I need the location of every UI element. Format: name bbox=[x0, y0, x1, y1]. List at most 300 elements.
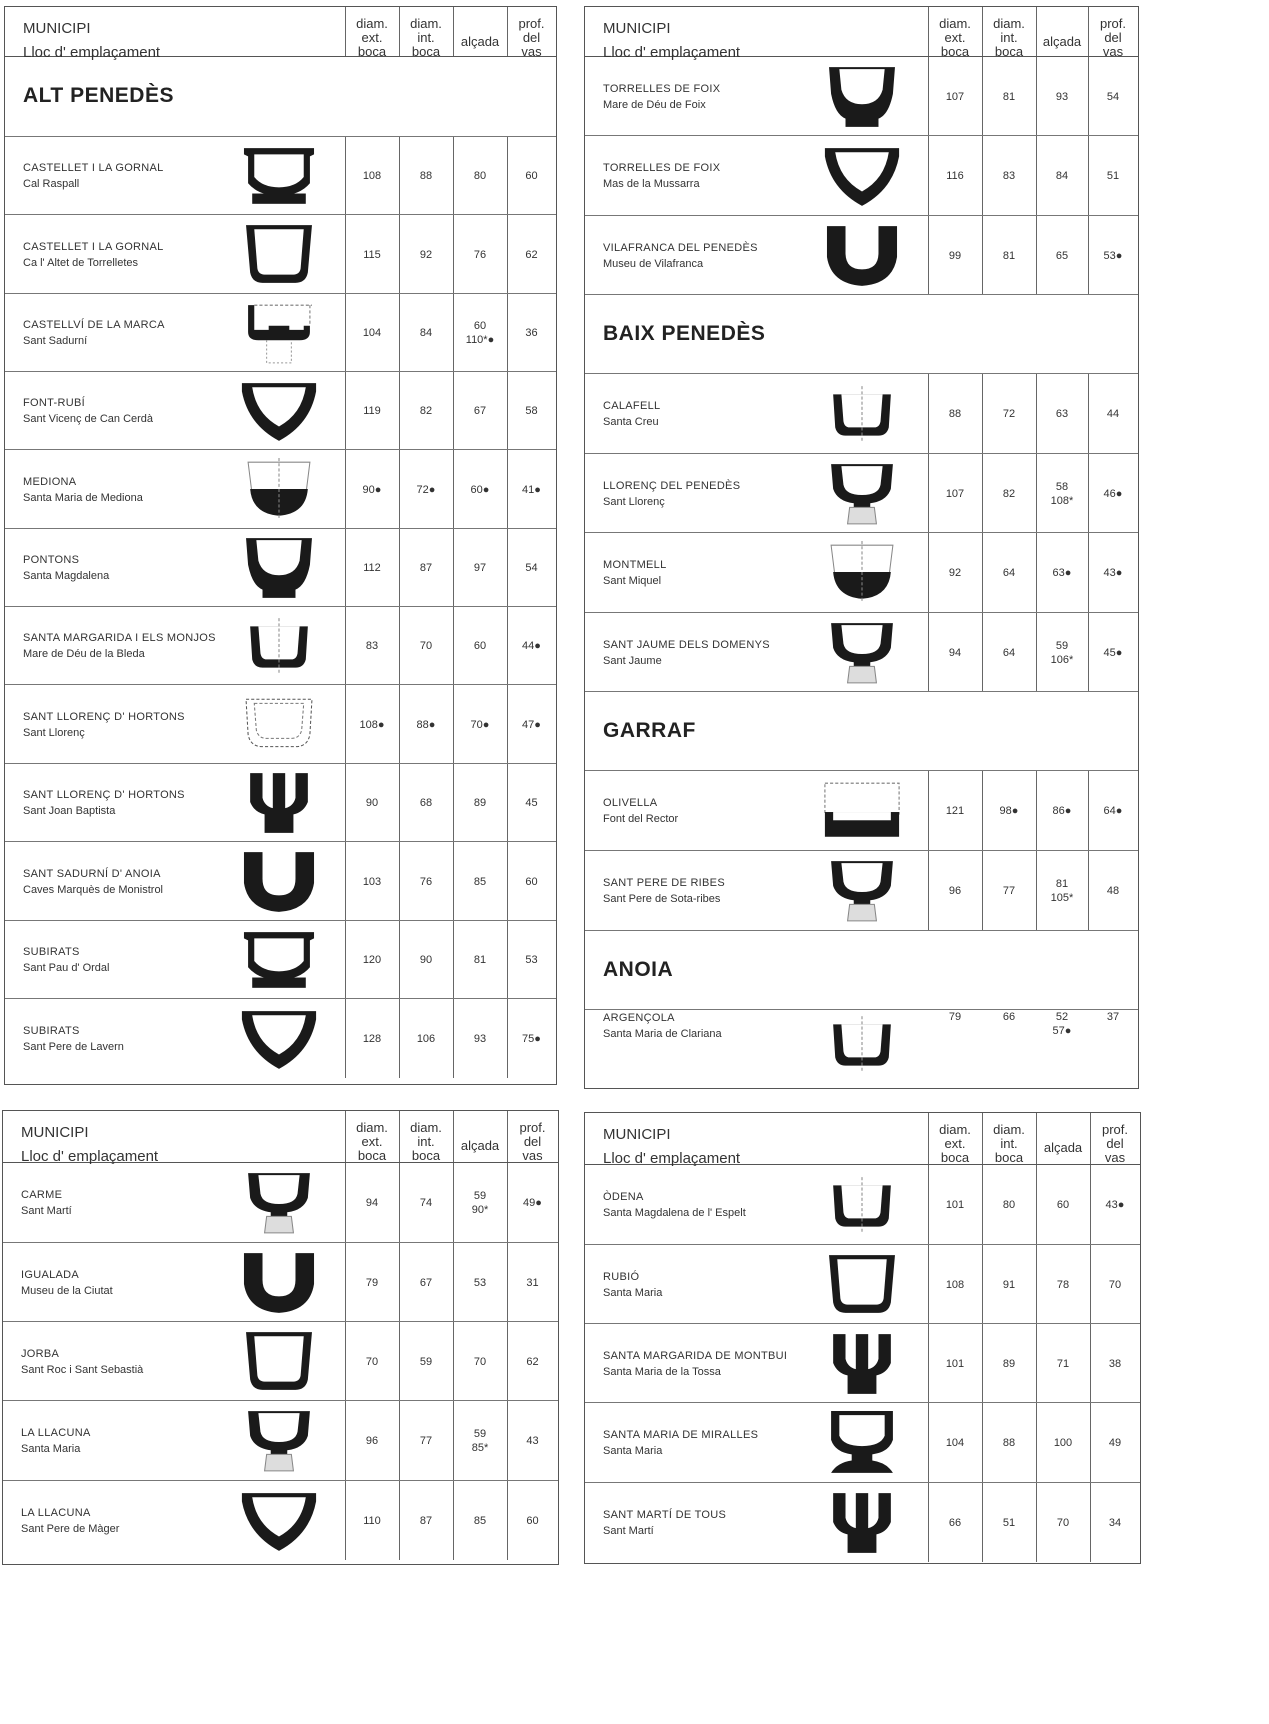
diam-int-value: 68 bbox=[419, 797, 433, 809]
lloc-name: Santa Maria bbox=[603, 1445, 663, 1457]
column-divider bbox=[399, 294, 400, 371]
vessel-profile-ubowl bbox=[237, 848, 321, 921]
alcada-value: 53 bbox=[473, 1276, 487, 1289]
vessel-profile-footed bbox=[820, 857, 904, 930]
prof-value: 53● bbox=[1103, 249, 1123, 262]
column-divider bbox=[982, 1403, 983, 1482]
site-name bbox=[23, 474, 143, 506]
lloc-name: Santa Maria de la Tossa bbox=[603, 1365, 721, 1378]
section-garraf bbox=[585, 692, 1138, 771]
vessel-profile-deep bbox=[237, 534, 321, 607]
lloc-name: Cal Raspall bbox=[23, 178, 80, 190]
column-divider bbox=[507, 215, 508, 293]
column-divider bbox=[982, 1324, 983, 1402]
diam-ext-value: 99 bbox=[948, 249, 962, 262]
diam-ext-value: 90● bbox=[362, 483, 382, 496]
table-row bbox=[3, 1243, 558, 1322]
diam-int-value: 88 bbox=[1002, 1437, 1016, 1449]
column-divider bbox=[982, 7, 983, 56]
column-divider bbox=[928, 1245, 929, 1323]
diam-ext-value: 96 bbox=[948, 885, 962, 897]
column-divider bbox=[982, 1245, 983, 1323]
municipi-name: JORBA bbox=[21, 1347, 60, 1360]
municipi-name: SUBIRATS bbox=[23, 946, 80, 958]
column-divider bbox=[453, 372, 454, 449]
column-divider bbox=[399, 1322, 400, 1400]
diam-int-value: 83 bbox=[1002, 170, 1016, 182]
vessel-profile-ribbed bbox=[237, 142, 321, 215]
table-row bbox=[5, 685, 556, 764]
vessel-profile-stem bbox=[820, 1330, 904, 1403]
column-divider bbox=[1036, 1113, 1037, 1164]
column-divider bbox=[1088, 613, 1089, 691]
header-prof-del-vas: prof. del vas bbox=[1101, 1122, 1128, 1165]
column-divider bbox=[453, 842, 454, 920]
column-divider bbox=[399, 137, 400, 214]
alcada-value: 63 bbox=[1055, 408, 1069, 420]
lloc-name: Santa Maria de Mediona bbox=[23, 491, 143, 504]
prof-value: 54 bbox=[1106, 90, 1120, 103]
column-divider bbox=[453, 1111, 454, 1162]
vessel-profile-ubowl bbox=[820, 222, 904, 295]
column-divider bbox=[345, 450, 346, 528]
lloc-name: Museu de la Ciutat bbox=[21, 1284, 113, 1297]
column-divider bbox=[345, 685, 346, 763]
vessel-profile-small bbox=[237, 612, 321, 685]
column-divider bbox=[1036, 57, 1037, 135]
diam-int-value: 81 bbox=[1002, 249, 1016, 262]
diam-int-value: 70 bbox=[419, 640, 433, 652]
alcada-value: 86● bbox=[1052, 805, 1072, 817]
header-diam-int-boca: diam. int. boca bbox=[410, 16, 442, 59]
municipi-name: OLIVELLA bbox=[603, 797, 658, 809]
column-divider bbox=[345, 137, 346, 214]
header-alcada: alçada bbox=[1043, 1140, 1083, 1155]
column-divider bbox=[1090, 1483, 1091, 1562]
diam-int-value: 80 bbox=[1002, 1199, 1016, 1211]
vessel-profile-footed bbox=[237, 1169, 321, 1242]
lloc-name: Sant Pere de Màger bbox=[21, 1522, 120, 1535]
prof-value: 43● bbox=[1105, 1199, 1125, 1211]
prof-value: 31 bbox=[526, 1276, 539, 1289]
lloc-name: Mare de Déu de la Bleda bbox=[23, 648, 145, 660]
column-divider bbox=[345, 7, 346, 56]
prof-value: 46● bbox=[1103, 487, 1123, 500]
column-divider bbox=[1090, 1245, 1091, 1323]
alcada-value: 60● bbox=[470, 483, 490, 496]
prof-value: 49● bbox=[523, 1197, 542, 1209]
diam-ext-value: 107 bbox=[945, 487, 965, 500]
column-divider bbox=[1036, 771, 1037, 850]
column-divider bbox=[453, 1401, 454, 1480]
vessel-profile-ghost bbox=[820, 539, 904, 612]
table-torrelles-anoia bbox=[584, 6, 1139, 1089]
column-divider bbox=[507, 921, 508, 998]
column-divider bbox=[507, 999, 508, 1078]
site-name bbox=[21, 1346, 143, 1378]
column-divider bbox=[928, 533, 929, 612]
site-name bbox=[603, 1189, 746, 1221]
alcada-value: 78 bbox=[1056, 1278, 1070, 1291]
column-divider bbox=[507, 1243, 508, 1321]
alcada-value: 59 90* bbox=[471, 1190, 489, 1216]
column-divider bbox=[507, 1481, 508, 1560]
lloc-name: Santa Magdalena bbox=[23, 570, 110, 582]
header-alcada: alçada bbox=[460, 1138, 500, 1153]
header-prof-del-vas: prof. del vas bbox=[518, 16, 545, 59]
site-name bbox=[21, 1267, 113, 1299]
diam-int-value: 81 bbox=[1002, 90, 1016, 103]
alcada-value: 71 bbox=[1056, 1357, 1070, 1370]
column-divider bbox=[928, 1165, 929, 1244]
municipi-name: LA LLACUNA bbox=[21, 1506, 91, 1519]
section-title: GARRAF bbox=[603, 718, 696, 742]
column-divider bbox=[928, 454, 929, 532]
diam-ext-value: 110 bbox=[363, 1514, 381, 1527]
column-divider bbox=[928, 1403, 929, 1482]
diam-int-value: 98● bbox=[999, 805, 1019, 817]
municipi-name: SANT LLORENÇ D' HORTONS bbox=[23, 710, 185, 723]
alcada-value: 60 110*● bbox=[465, 320, 495, 346]
column-divider bbox=[928, 374, 929, 453]
prof-value: 36 bbox=[525, 327, 538, 339]
diam-ext-value: 94 bbox=[365, 1197, 379, 1209]
column-divider bbox=[1036, 374, 1037, 453]
column-divider bbox=[1090, 1165, 1091, 1244]
lloc-name: Santa Maria de Clariana bbox=[603, 1028, 722, 1040]
alcada-value: 93 bbox=[1055, 90, 1069, 103]
diam-int-value: 82 bbox=[1002, 487, 1016, 500]
column-divider bbox=[345, 607, 346, 684]
table-row bbox=[5, 529, 556, 607]
column-divider bbox=[399, 1243, 400, 1321]
diam-ext-value: 104 bbox=[945, 1437, 965, 1449]
prof-value: 64● bbox=[1103, 805, 1123, 817]
diam-int-value: 64 bbox=[1002, 646, 1016, 659]
site-name bbox=[603, 240, 758, 272]
diam-int-value: 106 bbox=[416, 1032, 436, 1045]
column-divider bbox=[453, 7, 454, 56]
lloc-name: Sant Sadurní bbox=[23, 335, 88, 347]
diam-int-value: 72● bbox=[416, 483, 436, 496]
table-row bbox=[5, 842, 556, 921]
table-row bbox=[5, 215, 556, 294]
column-divider bbox=[1088, 851, 1089, 930]
prof-value: 51 bbox=[1106, 170, 1120, 182]
table-row bbox=[5, 921, 556, 999]
column-divider bbox=[453, 999, 454, 1078]
site-name bbox=[603, 478, 740, 510]
diam-int-value: 77 bbox=[419, 1435, 433, 1447]
diam-int-value: 84 bbox=[419, 327, 433, 339]
column-divider bbox=[1036, 136, 1037, 215]
prof-value: 34 bbox=[1108, 1516, 1122, 1529]
prof-value: 60 bbox=[526, 1514, 539, 1527]
column-divider bbox=[928, 7, 929, 56]
municipi-name: CASTELLVÍ DE LA MARCA bbox=[23, 319, 165, 331]
diam-ext-value: 70 bbox=[365, 1355, 379, 1368]
header-alcada: alçada bbox=[1042, 34, 1082, 49]
column-divider bbox=[1088, 216, 1089, 294]
prof-value: 44● bbox=[522, 640, 541, 652]
prof-value: 60 bbox=[525, 170, 538, 182]
column-divider bbox=[345, 1163, 346, 1242]
column-divider bbox=[982, 454, 983, 532]
column-divider bbox=[507, 842, 508, 920]
header-lloc-label: Lloc d' emplaçament bbox=[603, 44, 741, 61]
site-name bbox=[603, 1269, 662, 1301]
column-divider bbox=[399, 842, 400, 920]
municipi-name: SANT PERE DE RIBES bbox=[603, 877, 725, 889]
table-row bbox=[585, 851, 1138, 931]
column-divider bbox=[507, 529, 508, 606]
table-row bbox=[5, 999, 556, 1078]
lloc-name: Santa Maria bbox=[21, 1443, 81, 1455]
column-divider bbox=[982, 533, 983, 612]
column-divider bbox=[1088, 771, 1089, 850]
diam-ext-value: 120 bbox=[362, 954, 382, 966]
section-title: ANOIA bbox=[603, 957, 674, 981]
column-divider bbox=[1090, 1403, 1091, 1482]
column-divider bbox=[507, 1111, 508, 1162]
diam-int-value: 91 bbox=[1002, 1278, 1016, 1291]
column-divider bbox=[982, 1165, 983, 1244]
column-divider bbox=[928, 216, 929, 294]
diam-ext-value: 79 bbox=[365, 1276, 379, 1289]
table-row bbox=[585, 613, 1138, 692]
column-divider bbox=[1036, 613, 1037, 691]
prof-value: 41● bbox=[522, 483, 541, 496]
alcada-value: 89 bbox=[473, 797, 487, 809]
diam-ext-value: 66 bbox=[948, 1516, 962, 1529]
table-header bbox=[585, 1113, 1140, 1165]
vessel-profile-small bbox=[820, 1010, 904, 1083]
table-row bbox=[585, 216, 1138, 295]
column-divider bbox=[982, 1113, 983, 1164]
column-divider bbox=[399, 921, 400, 998]
table-row bbox=[5, 137, 556, 215]
prof-value: 47● bbox=[522, 718, 541, 731]
column-divider bbox=[399, 607, 400, 684]
table-row bbox=[585, 1483, 1140, 1562]
column-divider bbox=[345, 294, 346, 371]
municipi-name: LLORENÇ DEL PENEDÈS bbox=[603, 479, 741, 492]
diam-int-value: 51 bbox=[1002, 1516, 1016, 1529]
header-prof-del-vas: prof. del vas bbox=[519, 1120, 546, 1163]
site-name bbox=[23, 630, 216, 662]
header-diam-ext-boca: diam. ext. boca bbox=[356, 1120, 388, 1163]
prof-value: 43 bbox=[526, 1435, 539, 1447]
column-divider bbox=[1036, 1483, 1037, 1562]
site-name bbox=[23, 552, 109, 584]
site-name bbox=[603, 1348, 787, 1380]
site-name bbox=[603, 1010, 722, 1042]
alcada-value: 93 bbox=[473, 1032, 487, 1045]
site-name bbox=[23, 944, 110, 976]
municipi-name: PONTONS bbox=[23, 554, 80, 566]
column-divider bbox=[507, 372, 508, 449]
lloc-name: Mas de la Mussarra bbox=[603, 178, 700, 190]
lloc-name: Ca l' Altet de Torrelletes bbox=[23, 256, 139, 269]
column-divider bbox=[1036, 7, 1037, 56]
alcada-value: 59 85* bbox=[471, 1428, 489, 1454]
column-divider bbox=[345, 1401, 346, 1480]
prof-value: 75● bbox=[522, 1032, 541, 1045]
lloc-name: Sant Joan Baptista bbox=[23, 805, 116, 817]
site-name bbox=[21, 1187, 72, 1219]
diam-int-value: 66 bbox=[1002, 1011, 1016, 1023]
alcada-value: 81 105* bbox=[1050, 878, 1074, 904]
municipi-name: CASTELLET I LA GORNAL bbox=[23, 240, 164, 253]
lloc-name: Font del Rector bbox=[603, 813, 679, 825]
alcada-value: 59 106* bbox=[1050, 639, 1074, 666]
prof-value: 62 bbox=[525, 248, 538, 261]
lloc-name: Sant Jaume bbox=[603, 654, 662, 667]
municipi-name: CALAFELL bbox=[603, 400, 661, 412]
table-row bbox=[585, 136, 1138, 216]
diam-ext-value: 79 bbox=[948, 1011, 962, 1023]
column-divider bbox=[1036, 216, 1037, 294]
diam-ext-value: 83 bbox=[365, 640, 379, 652]
alcada-value: 63● bbox=[1052, 567, 1072, 579]
column-divider bbox=[453, 921, 454, 998]
diam-int-value: 90 bbox=[419, 954, 433, 966]
diam-ext-value: 94 bbox=[948, 646, 962, 659]
site-name bbox=[603, 398, 660, 430]
diam-int-value: 64 bbox=[1002, 567, 1016, 579]
table-anoia-part-1 bbox=[2, 1110, 559, 1565]
column-divider bbox=[399, 1163, 400, 1242]
lloc-name: Sant Vicenç de Can Cerdà bbox=[23, 413, 154, 425]
lloc-name: Sant Martí bbox=[603, 1524, 654, 1537]
table-row bbox=[3, 1163, 558, 1243]
site-name bbox=[23, 787, 185, 819]
column-divider bbox=[982, 136, 983, 215]
column-divider bbox=[1036, 533, 1037, 612]
column-divider bbox=[982, 57, 983, 135]
column-divider bbox=[507, 764, 508, 841]
column-divider bbox=[345, 372, 346, 449]
header-lloc-label: Lloc d' emplaçament bbox=[23, 44, 161, 61]
municipi-name: TORRELLES DE FOIX bbox=[603, 82, 721, 95]
column-divider bbox=[928, 851, 929, 930]
site-name bbox=[23, 709, 185, 741]
header-municipi-label: MUNICIPI bbox=[23, 20, 91, 37]
column-divider bbox=[453, 607, 454, 684]
diam-ext-value: 88 bbox=[948, 408, 962, 420]
vessel-profile-deep bbox=[820, 63, 904, 136]
column-divider bbox=[928, 1483, 929, 1562]
alcada-value: 97 bbox=[473, 562, 487, 574]
table-header bbox=[585, 7, 1138, 61]
prof-value: 54 bbox=[525, 562, 538, 574]
prof-value: 60 bbox=[525, 875, 538, 888]
column-divider bbox=[982, 771, 983, 850]
column-divider bbox=[345, 921, 346, 998]
column-divider bbox=[1088, 374, 1089, 453]
diam-ext-value: 115 bbox=[363, 248, 381, 261]
table-header bbox=[5, 7, 556, 61]
vessel-profile-vbowl bbox=[237, 377, 321, 450]
prof-value: 53 bbox=[525, 954, 538, 966]
column-divider bbox=[345, 215, 346, 293]
alcada-value: 67 bbox=[473, 405, 487, 417]
alcada-value: 65 bbox=[1055, 249, 1069, 262]
column-divider bbox=[399, 215, 400, 293]
diam-int-value: 67 bbox=[419, 1276, 433, 1289]
column-divider bbox=[399, 1401, 400, 1480]
municipi-name: SANTA MARGARIDA DE MONTBUI bbox=[603, 1349, 788, 1362]
column-divider bbox=[453, 1322, 454, 1400]
column-divider bbox=[345, 764, 346, 841]
column-divider bbox=[399, 7, 400, 56]
section-alt-penedes bbox=[5, 57, 556, 137]
column-divider bbox=[345, 1322, 346, 1400]
lloc-name: Sant Martí bbox=[21, 1205, 72, 1217]
site-name bbox=[603, 81, 720, 113]
table-row bbox=[585, 57, 1138, 136]
prof-value: 37 bbox=[1106, 1011, 1120, 1023]
diam-int-value: 77 bbox=[1002, 885, 1016, 897]
column-divider bbox=[507, 137, 508, 214]
vessel-profile-footed bbox=[820, 460, 904, 533]
header-diam-int-boca: diam. int. boca bbox=[993, 16, 1025, 59]
table-row bbox=[585, 533, 1138, 613]
diam-ext-value: 107 bbox=[945, 90, 965, 103]
site-name bbox=[23, 1023, 124, 1055]
column-divider bbox=[1088, 136, 1089, 215]
table-row bbox=[585, 1324, 1140, 1403]
table-row bbox=[5, 607, 556, 685]
vessel-profile-vbowl bbox=[237, 1005, 321, 1078]
column-divider bbox=[453, 294, 454, 371]
vessel-profile-ribbed bbox=[237, 926, 321, 999]
column-divider bbox=[453, 137, 454, 214]
municipi-name: SUBIRATS bbox=[23, 1024, 80, 1037]
column-divider bbox=[507, 1401, 508, 1480]
municipi-name: FONT-RUBÍ bbox=[23, 397, 85, 409]
vessel-profile-partial bbox=[237, 299, 321, 372]
table-row bbox=[3, 1322, 558, 1401]
table-row bbox=[585, 771, 1138, 851]
column-divider bbox=[507, 450, 508, 528]
alcada-value: 84 bbox=[1055, 170, 1069, 182]
column-divider bbox=[453, 1243, 454, 1321]
diam-ext-value: 90 bbox=[365, 797, 379, 809]
column-divider bbox=[399, 372, 400, 449]
header-diam-ext-boca: diam. ext. boca bbox=[939, 1122, 971, 1165]
header-municipi-label: MUNICIPI bbox=[603, 20, 671, 37]
prof-value: 70 bbox=[1108, 1278, 1122, 1291]
header-municipi bbox=[21, 1121, 158, 1169]
lloc-name: Sant Roc i Sant Sebastià bbox=[21, 1363, 144, 1376]
column-divider bbox=[453, 1163, 454, 1242]
column-divider bbox=[345, 1481, 346, 1560]
table-row bbox=[5, 294, 556, 372]
prof-value: 49 bbox=[1108, 1437, 1122, 1449]
column-divider bbox=[982, 613, 983, 691]
lloc-name: Santa Creu bbox=[603, 416, 659, 428]
diam-ext-value: 103 bbox=[362, 875, 382, 888]
column-divider bbox=[1088, 454, 1089, 532]
diam-int-value: 92 bbox=[419, 248, 433, 261]
diam-int-value: 59 bbox=[419, 1355, 433, 1368]
column-divider bbox=[1088, 7, 1089, 56]
municipi-name: SANT MARTÍ DE TOUS bbox=[603, 1508, 727, 1521]
site-name bbox=[23, 160, 164, 192]
vessel-profile-cup bbox=[237, 221, 321, 294]
table-row bbox=[5, 450, 556, 529]
